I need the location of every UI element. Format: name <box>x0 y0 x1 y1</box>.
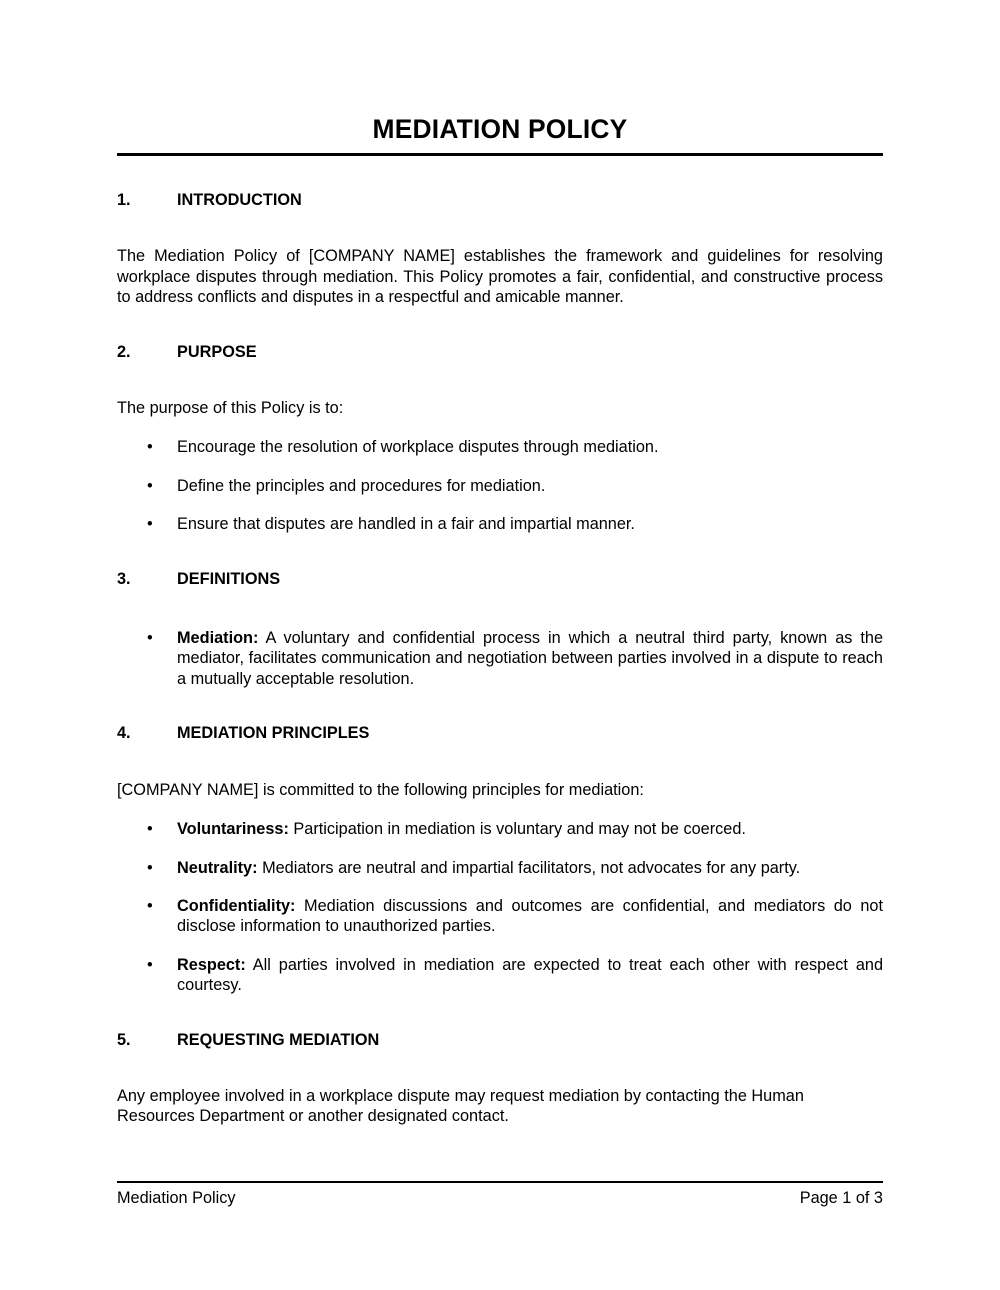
bullet-icon: • <box>147 515 153 534</box>
bullet-term: Confidentiality: <box>177 896 296 915</box>
bullet-term: Voluntariness: <box>177 820 289 839</box>
section-heading-label: DEFINITIONS <box>177 569 281 588</box>
bullet-text: Encourage the resolution of workplace disputes through mediation. <box>177 438 659 457</box>
bullet-icon: • <box>147 438 153 457</box>
bullet-term: Respect: <box>177 955 246 974</box>
bullet-text: A voluntary and confidential process in which a neutral third party, known as the mediator, facilitates communication and negotiation between parties involved in a dispute to reach a mutually acceptable resolution. <box>177 629 884 688</box>
document-title: MEDIATION POLICY <box>372 114 628 144</box>
section-number: 2. <box>117 342 131 361</box>
section-heading-definitions <box>117 569 883 589</box>
list-item <box>117 628 883 689</box>
section-heading-label: MEDIATION PRINCIPLES <box>177 724 370 743</box>
footer-page-indicator: Page 1 of 3 <box>799 1189 883 1207</box>
bullet-icon: • <box>147 896 153 915</box>
section-number: 4. <box>117 724 131 743</box>
list-item <box>117 476 883 496</box>
section-heading-label: INTRODUCTION <box>177 191 302 209</box>
bullet-icon: • <box>147 858 153 877</box>
section-heading-label: PURPOSE <box>177 342 257 361</box>
bullet-icon: • <box>147 476 153 495</box>
list-item <box>117 514 883 534</box>
bullet-term: Neutrality: <box>177 858 258 877</box>
list-item <box>117 955 883 996</box>
section-heading-introduction <box>117 190 883 210</box>
section-heading-label: REQUESTING MEDIATION <box>177 1030 380 1049</box>
bullet-text: Ensure that disputes are handled in a fair and impartial manner. <box>177 515 635 534</box>
bullet-icon: • <box>147 955 153 974</box>
section-number: 1. <box>117 191 131 209</box>
page-footer <box>117 1181 883 1208</box>
paragraph-requesting-mediation: Any employee involved in a workplace dispute may request mediation by contacting the Human Resources Department or another designated contact. <box>117 1086 804 1126</box>
section-heading-purpose <box>117 342 883 362</box>
section-number: 5. <box>117 1030 131 1049</box>
section-number: 3. <box>117 569 131 588</box>
section-heading-requesting-mediation <box>117 1030 883 1050</box>
section-heading-mediation-principles <box>117 723 883 743</box>
paragraph-purpose-intro: The purpose of this Policy is to: <box>117 399 344 418</box>
bullet-text: Mediators are neutral and impartial facilitators, not advocates for any party. <box>262 858 801 877</box>
footer-document-name: Mediation Policy <box>117 1189 236 1207</box>
paragraph-principles-intro: [COMPANY NAME] is committed to the following principles for mediation: <box>117 780 644 799</box>
list-item <box>117 437 883 457</box>
bullet-icon: • <box>147 629 153 648</box>
bullet-text: Mediation discussions and outcomes are confidential, and mediators do not disclose information to unauthorized parties. <box>177 896 884 936</box>
bullet-text: Participation in mediation is voluntary and may not be coerced. <box>293 820 746 839</box>
list-item <box>117 896 883 937</box>
list-item <box>117 819 883 839</box>
bullet-text: Define the principles and procedures for mediation. <box>177 476 546 495</box>
bullet-term: Mediation: <box>177 629 259 648</box>
bullet-text: All parties involved in mediation are expected to treat each other with respect and courtesy. <box>177 955 883 995</box>
paragraph-introduction: The Mediation Policy of [COMPANY NAME] establishes the framework and guidelines for resolving workplace disputes through mediation. This Policy promotes a fair, confidential, and constructive process to address conflicts and disputes in a respectful and amicable manner. <box>117 247 883 307</box>
footer-rule <box>117 1181 883 1183</box>
title-rule <box>117 153 883 156</box>
bullet-icon: • <box>147 820 153 839</box>
list-item <box>117 858 883 878</box>
